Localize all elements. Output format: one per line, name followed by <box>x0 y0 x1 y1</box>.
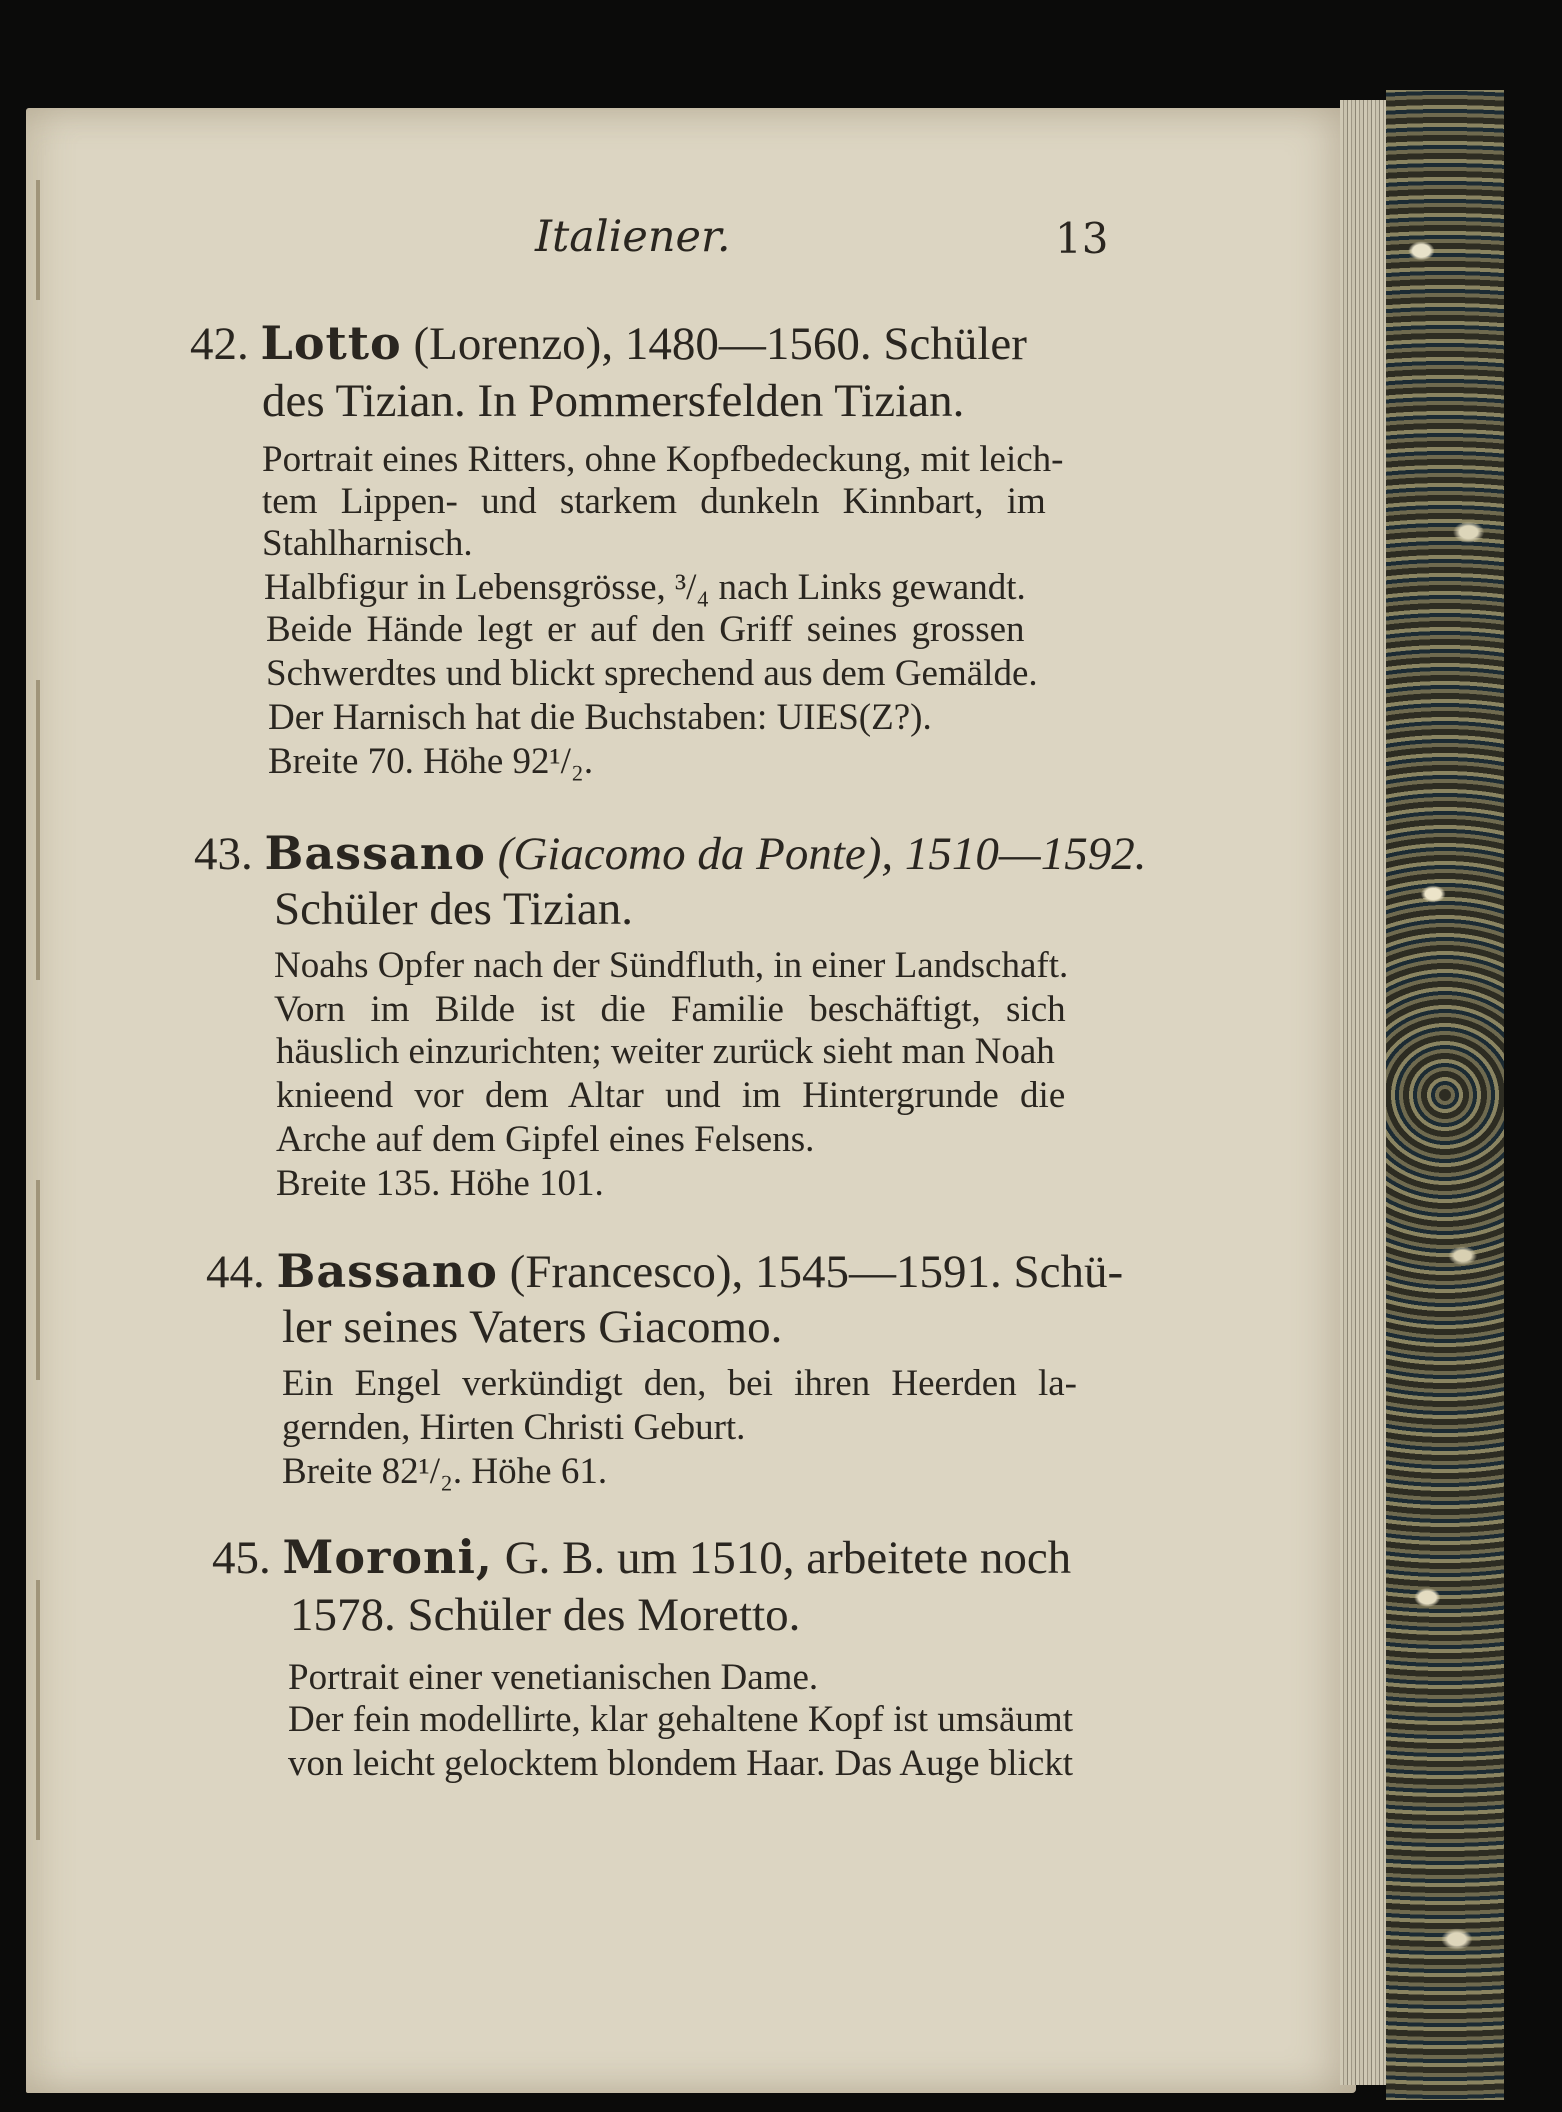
artist-name: Bassano <box>264 826 486 880</box>
entry-number: 44. <box>206 1246 265 1298</box>
entry-body-line: knieend vor dem Altar und im Hintergrunde die <box>276 1075 1066 1116</box>
artist-name: Lotto <box>260 316 402 370</box>
heading-text: (Lorenzo), 1480—1560. Schüler <box>401 318 1027 370</box>
entry-body-line: gernden, Hirten Christi Geburt. <box>282 1407 746 1448</box>
entry-body-line: Breite 70. Höhe 92¹/₂. <box>268 741 594 782</box>
entry-body-line: tem Lippen- und starkem dunkeln Kinnbart, im <box>262 481 1046 522</box>
entry-number: 45. <box>212 1532 271 1584</box>
entry-body-line: von leicht gelocktem blondem Haar. Das Auge blickt <box>288 1743 1074 1784</box>
entry-number: 43. <box>194 828 253 880</box>
entry-body-line: Breite 82¹/₂. Höhe 61. <box>282 1451 608 1492</box>
entry-number: 42. <box>190 318 249 370</box>
running-header: Italiener. <box>535 212 731 262</box>
artist-name: Moroni, <box>282 1530 493 1584</box>
entry-heading <box>194 826 1146 881</box>
entry-body-line: Vorn im Bilde ist die Familie beschäftigt, sich <box>274 989 1066 1030</box>
entry-body-line: Noahs Opfer nach der Sündfluth, in einer Landschaft. <box>274 945 1069 986</box>
entry-body-line: häuslich einzurichten; weiter zurück sieht man Noah <box>276 1031 1055 1072</box>
entry-heading <box>212 1530 1071 1585</box>
page-number: 13 <box>1055 214 1109 263</box>
entry-heading-cont: 1578. Schüler des Moretto. <box>290 1589 801 1641</box>
entry-body-line: Schwerdtes und blickt sprechend aus dem Gemälde. <box>266 653 1038 694</box>
entry-body-line: Halbfigur in Lebensgrösse, ³/₄ nach Links gewandt. <box>264 567 1026 608</box>
entry-heading-cont: ler seines Vaters Giacomo. <box>282 1301 783 1353</box>
entry-heading <box>206 1244 1123 1299</box>
heading-text: (Giacomo da Ponte), 1510—1592. <box>485 828 1147 880</box>
entry-body-line: Der Harnisch hat die Buchstaben: UIES(Z?). <box>268 697 932 738</box>
entry-body-line: Breite 135. Höhe 101. <box>276 1163 604 1204</box>
entry-body-line: Der fein modellirte, klar gehaltene Kopf ist umsäumt <box>288 1699 1073 1740</box>
entry-heading-cont: Schüler des Tizian. <box>274 883 634 935</box>
heading-text: G. B. um 1510, arbeitete noch <box>492 1532 1072 1584</box>
entry-body-line: Portrait eines Ritters, ohne Kopfbedeckung, mit leich- <box>262 439 1064 480</box>
entry-body-line: Portrait einer venetianischen Dame. <box>288 1657 819 1698</box>
artist-name: Bassano <box>276 1244 498 1298</box>
entry-body-line: Arche auf dem Gipfel eines Felsens. <box>276 1119 815 1160</box>
entry-body-line: Ein Engel verkündigt den, bei ihren Heerden la- <box>282 1363 1077 1404</box>
entry-heading-cont: des Tizian. In Pommersfelden Tizian. <box>262 375 965 427</box>
heading-text: (Francesco), 1545—1591. Schü- <box>497 1246 1124 1298</box>
entry-heading <box>190 316 1027 371</box>
entry-body-line: Stahlharnisch. <box>262 523 473 564</box>
entry-body-line: Beide Hände legt er auf den Griff seines grossen <box>266 609 1025 650</box>
